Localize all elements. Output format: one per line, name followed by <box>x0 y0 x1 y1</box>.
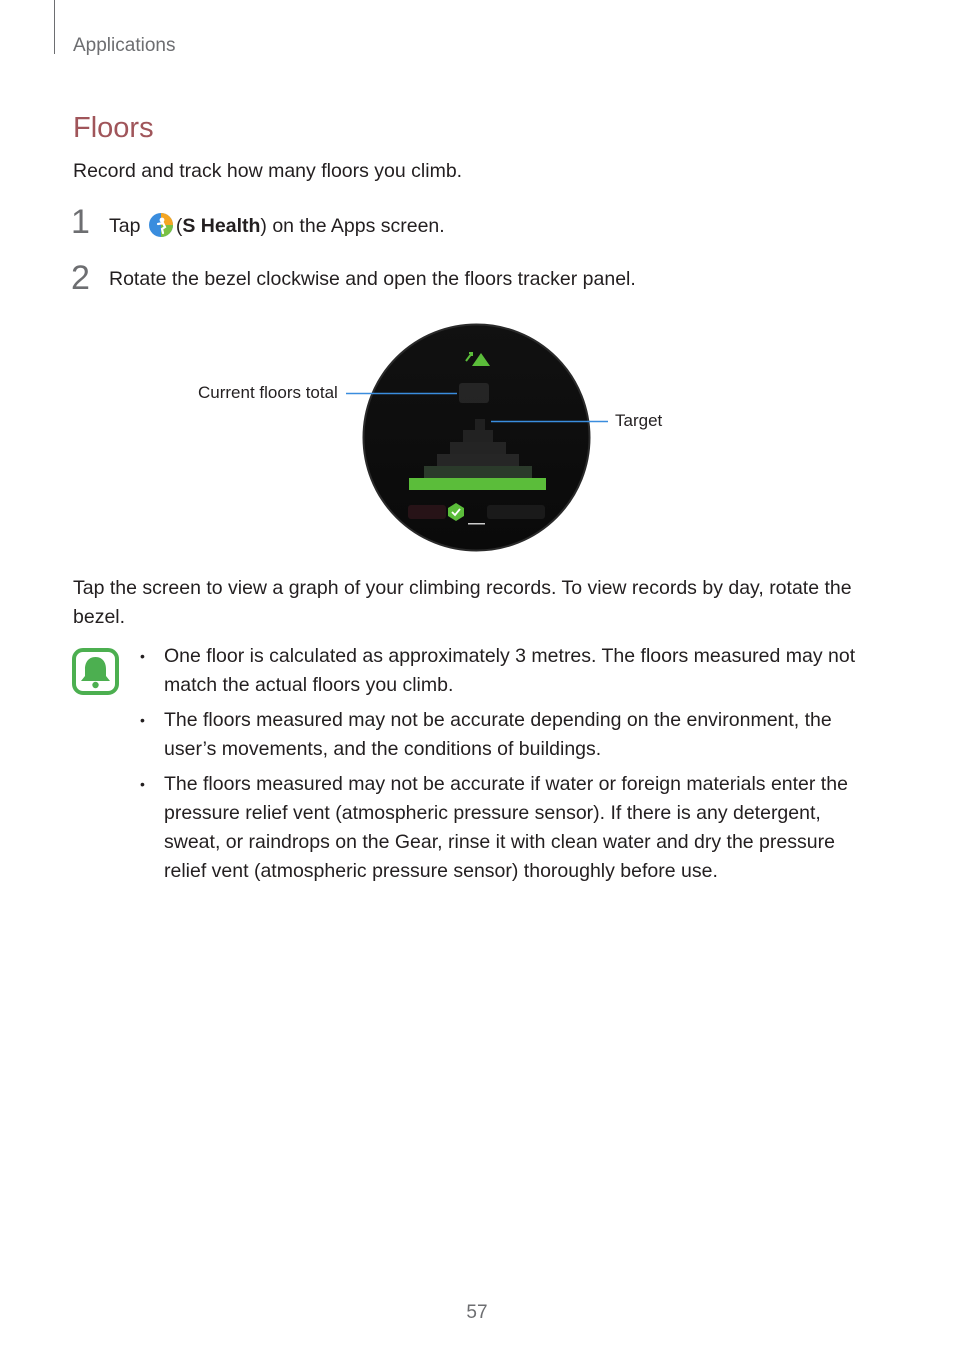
step-1-number: 1 <box>71 203 90 241</box>
watch-screen-figure <box>362 323 591 552</box>
step-1-app-name: S Health <box>182 215 261 237</box>
note-item <box>138 706 878 764</box>
target-value <box>487 505 545 519</box>
notification-bell-icon <box>72 648 119 695</box>
note-text: One floor is calculated as approximately 3 metres. The floors measured may not match the actual floors you climb. <box>164 645 856 696</box>
notes-list <box>138 642 878 892</box>
history-indicator <box>408 505 446 519</box>
section-header: Applications <box>73 35 176 56</box>
bullet: • <box>140 776 145 792</box>
callout-current-floors: Current floors total <box>198 383 338 402</box>
note-text: The floors measured may not be accurate if water or foreign materials enter the pressure relief vent (atmospheric pressure sensor). If there is any detergent, sweat, or raindrops on the Gear, rinse it with clean water and dry the pressure relief vent (atmospheric pressure sensor) thoroughly before use. <box>164 773 848 882</box>
note-item <box>138 770 878 886</box>
note-text: The floors measured may not be accurate depending on the environment, the user’s movements, and the conditions of buildings. <box>164 709 832 760</box>
current-floors-value <box>459 383 489 403</box>
header-rule <box>54 0 55 54</box>
page-title: Floors <box>73 112 154 144</box>
intro-text: Record and track how many floors you climb. <box>73 160 463 182</box>
step-2-text: Rotate the bezel clockwise and open the floors tracker panel. <box>109 268 636 290</box>
page-number: 57 <box>466 1302 488 1323</box>
step-1-pre: Tap <box>109 215 141 237</box>
bullet: • <box>140 648 145 664</box>
body-paragraph: Tap the screen to view a graph of your climbing records. To view records by day, rotate the bezel. <box>73 577 852 628</box>
step-2-number: 2 <box>71 259 90 297</box>
note-item <box>138 642 878 700</box>
target-marker <box>468 523 485 525</box>
callout-target: Target <box>615 411 663 430</box>
s-health-icon <box>148 212 174 238</box>
step-1-open: ( <box>175 215 183 237</box>
step-1-text <box>109 212 445 238</box>
step-1-post: ) on the Apps screen. <box>260 215 445 237</box>
bullet: • <box>140 712 145 728</box>
